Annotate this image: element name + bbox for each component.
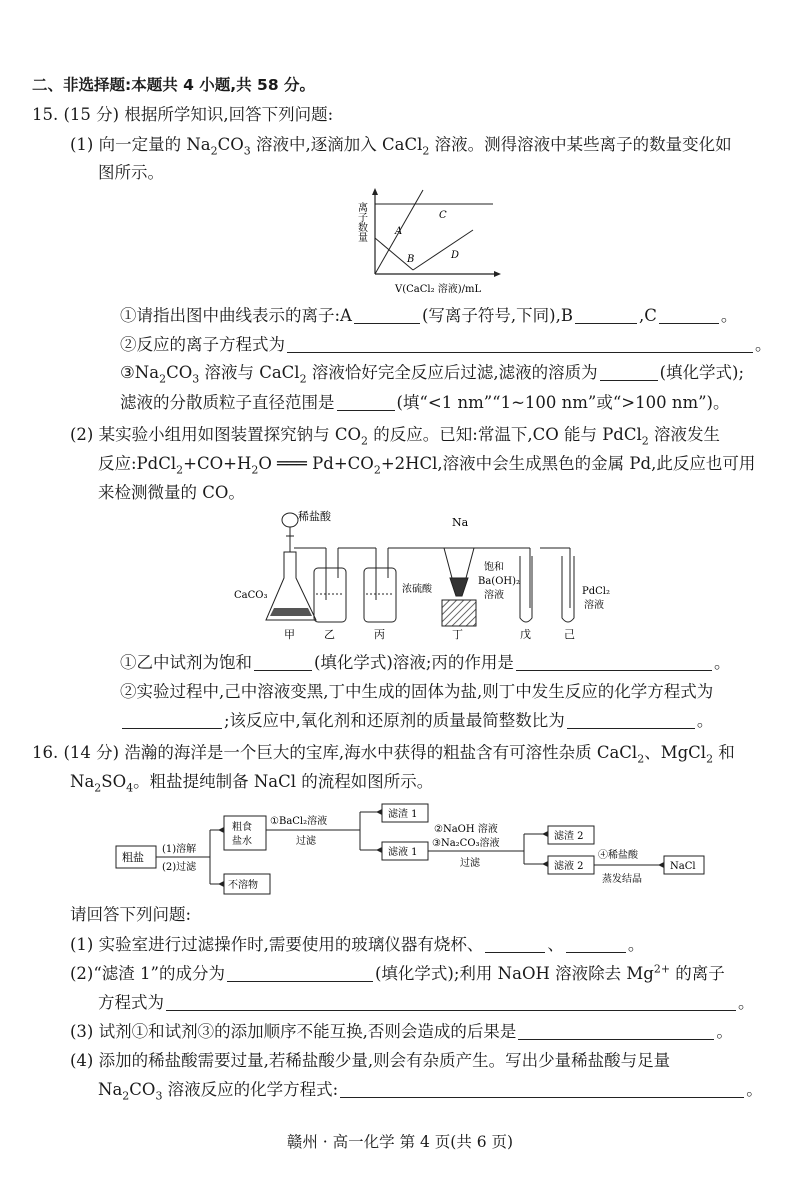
answer-blank-equation[interactable] <box>287 334 753 353</box>
curve-d <box>413 230 473 270</box>
answer-blank-glass-2[interactable] <box>566 934 626 953</box>
label-solid: CaCO₃ <box>234 590 268 601</box>
answer-blank-reagent[interactable] <box>254 652 312 671</box>
q16-header-line1: 16. (14 分) 浩瀚的海洋是一个巨大的宝库,海水中获得的粗盐含有可溶性杂质 CaCl$_2$、MgCl$_2$ 和 <box>32 743 735 766</box>
answer-blank-particle-size[interactable] <box>337 392 395 411</box>
label-jia: 甲 <box>284 628 295 641</box>
label-baoh-1: 饱和 <box>484 562 504 573</box>
flow-reagent3: ③Na₂CO₃溶液 <box>432 838 500 849</box>
q15-p1-line2: 图所示。 <box>98 163 164 182</box>
q15-header: 15. (15 分) 根据所学知识,回答下列问题: <box>32 105 334 124</box>
answer-blank-reaction[interactable] <box>122 710 222 729</box>
label-na: Na <box>452 516 469 529</box>
q16-3: (3) 试剂①和试剂③的添加顺序不能互换,否则会造成的后果是 。 <box>70 1022 733 1041</box>
q16-4-line2: $Na_2CO_3$ 溶液反应的化学方程式: 。 <box>98 1080 763 1103</box>
answer-blank-residue1[interactable] <box>227 963 373 982</box>
flow-insoluble: 不溶物 <box>228 880 258 891</box>
answer-blank-mass-ratio[interactable] <box>567 710 695 729</box>
answer-blank-mg-equation[interactable] <box>166 992 736 1011</box>
flow-reagent4: ④稀盐酸 <box>598 850 638 861</box>
flow-reagent2: ②NaOH 溶液 <box>434 824 498 835</box>
ion-quantity-graph <box>355 188 505 296</box>
q15-p2-line1: (2) 某实验小组用如图装置探究钠与 $CO_2$ 的反应。已知:常温下,CO 能与 PdCl$_2$ 溶液发生 <box>70 425 721 448</box>
flow-step1a: (1)溶解 <box>162 844 197 855</box>
answer-blank-b[interactable] <box>575 305 637 324</box>
q16-header-line2: $Na_2SO_4$。粗盐提纯制备 NaCl 的流程如图所示。 <box>70 772 434 795</box>
flow-reagent1: ①BaCl₂溶液 <box>270 816 328 827</box>
flow-residue1: 滤渣 1 <box>388 809 418 820</box>
label-d: D <box>451 250 460 261</box>
label-ding: 丁 <box>452 628 463 641</box>
label-wu: 戊 <box>520 628 531 641</box>
funnel-bulb <box>282 513 298 527</box>
answer-blank-consequence[interactable] <box>518 1021 714 1040</box>
q15-1-2: ②反应的离子方程式为 。 <box>120 335 772 354</box>
graph-xlabel: V(CaCl₂ 溶液)/mL <box>395 284 482 295</box>
flow-step1b: (2)过滤 <box>162 862 197 873</box>
section-heading: 二、非选择题:本题共 4 小题,共 58 分。 <box>32 76 316 94</box>
heater-block <box>442 600 476 626</box>
q16-prompt: 请回答下列问题: <box>70 905 192 924</box>
q15-1-3-line2: 滤液的分散质粒子直径范围是 (填“<1 nm”“1~100 nm”或“>100 nm”)。 <box>120 393 730 412</box>
q16-4: (4) 添加的稀盐酸需要过量,若稀盐酸少量,则会有杂质产生。写出少量稀盐酸与足量 <box>70 1051 671 1070</box>
answer-blank-hcl-equation[interactable] <box>340 1079 744 1098</box>
apparatus-figure <box>230 508 630 643</box>
label-bing: 丙 <box>374 628 385 641</box>
q15-2-2-line2: ;该反应中,氧化剂和还原剂的质量最简整数比为 。 <box>120 710 713 732</box>
label-acid: 稀盐酸 <box>298 510 331 523</box>
tube-ding <box>444 548 474 578</box>
label-c: C <box>439 210 447 221</box>
q15-2-1: ①乙中试剂为饱和 (填化学式)溶液;丙的作用是 。 <box>120 653 731 672</box>
q15-1-3: $③Na_2CO_3$ 溶液与 CaCl$_2$ 溶液恰好完全反应后过滤,滤液的溶质为 (填化学式); <box>120 363 745 386</box>
flow-residue2: 滤渣 2 <box>554 831 584 842</box>
q15-p1-line1: (1) 向一定量的 $Na_2CO_3$ 溶液中,逐滴加入 CaCl$_2$ 溶液。测得溶液中某些离子的数量变化如 <box>70 135 732 158</box>
label-a: A <box>395 226 403 237</box>
flow-filtrate2: 滤液 2 <box>554 861 584 872</box>
q15-p2-line3: 来检测微量的 CO。 <box>98 483 245 502</box>
label-pdcl-2: 溶液 <box>584 600 604 611</box>
q16-1: (1) 实验室进行过滤操作时,需要使用的玻璃仪器有烧杯、 、 。 <box>70 935 645 954</box>
answer-blank-glass-1[interactable] <box>485 934 545 953</box>
label-conc-acid: 浓硫酸 <box>402 584 432 595</box>
flow-product: NaCl <box>670 861 696 872</box>
q15-1-1: ①请指出图中曲线表示的离子:A (写离子符号,下同),B ,C 。 <box>120 306 738 325</box>
q15-p2-line2: 反应$:PdCl_2+CO+H_2O$ ═══ $Pd+CO_2+2HCl$,溶液中会生成黑色的金属 Pd,此反应也可用 <box>98 454 756 477</box>
bottle-bing <box>364 568 396 622</box>
label-ji: 己 <box>564 628 575 641</box>
label-yi: 乙 <box>324 628 335 641</box>
flow-brine-1: 粗食 <box>232 822 252 833</box>
label-pdcl-1: PdCl₂ <box>582 586 610 597</box>
label-b: B <box>407 254 415 265</box>
flow-filter2: 过滤 <box>460 858 480 869</box>
answer-blank-bing-role[interactable] <box>516 652 712 671</box>
graph-ylabel: 离子数量 <box>355 202 367 242</box>
answer-blank-a[interactable] <box>354 305 420 324</box>
answer-blank-solute[interactable] <box>600 362 658 381</box>
flow-brine-2: 盐水 <box>232 836 252 847</box>
bottle-yi <box>314 568 346 622</box>
q15-2-2: ②实验过程中,己中溶液变黑,丁中生成的固体为盐,则丁中发生反应的化学方程式为 <box>120 682 714 701</box>
q16-2-line2: 方程式为 。 <box>98 993 755 1012</box>
flow-filter1: 过滤 <box>296 836 316 847</box>
q16-2: (2)“滤渣 1”的成分为 (填化学式);利用 NaOH 溶液除去 $Mg^{2+}$ 的离子 <box>70 962 725 983</box>
label-baoh-2: Ba(OH)₂ <box>478 576 521 587</box>
flow-crude-salt: 粗盐 <box>122 851 144 864</box>
tube-ji <box>562 556 574 622</box>
answer-blank-c[interactable] <box>659 305 719 324</box>
label-baoh-3: 溶液 <box>484 590 504 601</box>
page-footer: 赣州 · 高一化学 第 4 页(共 6 页) <box>286 1133 514 1151</box>
flow-chart <box>110 800 710 896</box>
flow-filtrate1: 滤液 1 <box>388 847 418 858</box>
flow-evap: 蒸发结晶 <box>602 874 642 885</box>
